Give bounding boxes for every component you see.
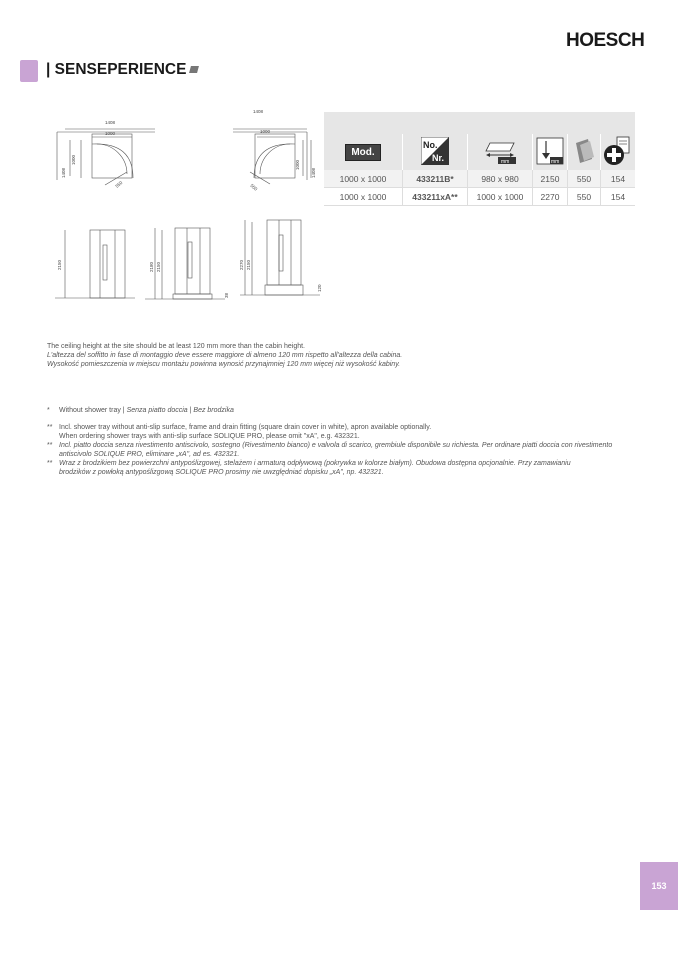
plan-right-height-outer: 1408 [311,167,316,178]
footnote-2: ** Incl. shower tray without anti-slip surface, frame and drain fitting (square drain cover in white), apron available optionally. When ordering shower trays with anti-slip surface SOLIQUE PRO, please omit "xA", e.g. 432321. [47,424,432,440]
tray-mm-label: mm [501,159,510,165]
plan-right-height-inner: 1000 [295,159,300,170]
glass-icon [572,137,596,165]
section-title: | SENSEPERIENCE [46,61,198,79]
table-row [324,188,635,206]
no-label: No. [423,140,438,150]
plan-left-width-outer: 1408 [105,120,116,125]
height-icon [536,137,564,165]
plan-left-height-outer: 1408 [61,167,66,178]
plan-right-width-inner: 1000 [260,129,271,134]
model-label: Mod. [345,144,380,161]
footnotes [47,406,644,477]
footnote-1: * Without shower tray | Senza piatto doccia | Bez brodzika [47,407,234,414]
cell-box: 550 [568,188,601,206]
footnote-4: ** Wraz z brodzikiem bez powierzchni antypoślizgowej, stelażem i armaturą odpływową (pokrywka w kolorze białym). Obudowa dostępna opcjonalnie. Przy zamawianiu brodzików z powłoką antypoślizgową SOLIQUE PRO prosimy nie uwzględniać dopisku „xA", np. 432321. [47,460,571,476]
plan-left-height-inner: 1000 [71,154,76,165]
plan-view-right [233,129,311,184]
elevation-2-height-1: 2180 [149,261,154,272]
cell-height: 2270 [533,188,568,206]
cell-extra: 154 [601,170,636,188]
cell-size: 1000 x 1000 [324,170,403,188]
height-mm-label: mm [551,159,560,165]
elevation-3-height-1: 2270 [239,259,244,270]
elevation-view-1 [55,230,135,298]
cell-height: 2150 [533,170,568,188]
accessories-plus-icon [603,136,633,166]
nr-label: Nr. [432,153,445,163]
cell-extra: 154 [601,188,636,206]
cell-tray: 980 x 980 [468,170,533,188]
plan-right-width-outer: 1408 [253,109,264,114]
spec-table-band [324,112,635,134]
page-number: 153 [640,862,678,910]
cell-tray: 1000 x 1000 [468,188,533,206]
shower-category-icon [20,60,38,82]
note-pl: Wysokość pomieszczenia w miejscu montażu powinna wynosić przynajmniej 120 mm więcej niż wysokość kabiny. [47,361,401,368]
plan-left-diagonal: 550 [114,180,124,189]
cell-box: 550 [568,170,601,188]
elevation-3-height-3: 120 [317,284,322,292]
cell-article-nr: 433211B* [403,170,468,188]
brand-logo: HOESCH [566,30,645,51]
spec-table [324,112,635,206]
article-number-icon [421,137,449,165]
elevation-1-height: 2150 [57,259,62,270]
cell-size: 1000 x 1000 [324,188,403,206]
technical-drawings [45,100,335,310]
table-row [324,170,635,188]
elevation-2-height-2: 2150 [156,261,161,272]
spec-table-header [324,134,635,170]
cell-article-nr: 433211xA** [403,188,468,206]
elevation-view-3 [240,220,320,295]
footnote-3: ** Incl. piatto doccia senza rivestimento antiscivolo, sostegno (Rivestimento bianco) e valvola di scarico, grembiule disponibile su richiesta. Per ordinare piatti doccia con rivestimento antiscivolo SOLIQUE PRO, eliminare „xA", ad es. 432321. [47,442,613,458]
ceiling-height-note [47,342,402,369]
elevation-3-height-2: 2150 [246,259,251,270]
tray-size-icon [484,137,516,165]
note-it: L'altezza del soffitto in fase di montaggio deve essere maggiore di almeno 120 mm rispetto all'altezza della cabina. [47,352,403,359]
plan-left-width-inner: 1000 [105,131,116,136]
elevation-2-height-3: 38 [224,292,229,298]
note-en: The ceiling height at the site should be at least 120 mm more than the cabin height. [47,343,305,350]
plan-right-diagonal: 550 [249,182,259,192]
